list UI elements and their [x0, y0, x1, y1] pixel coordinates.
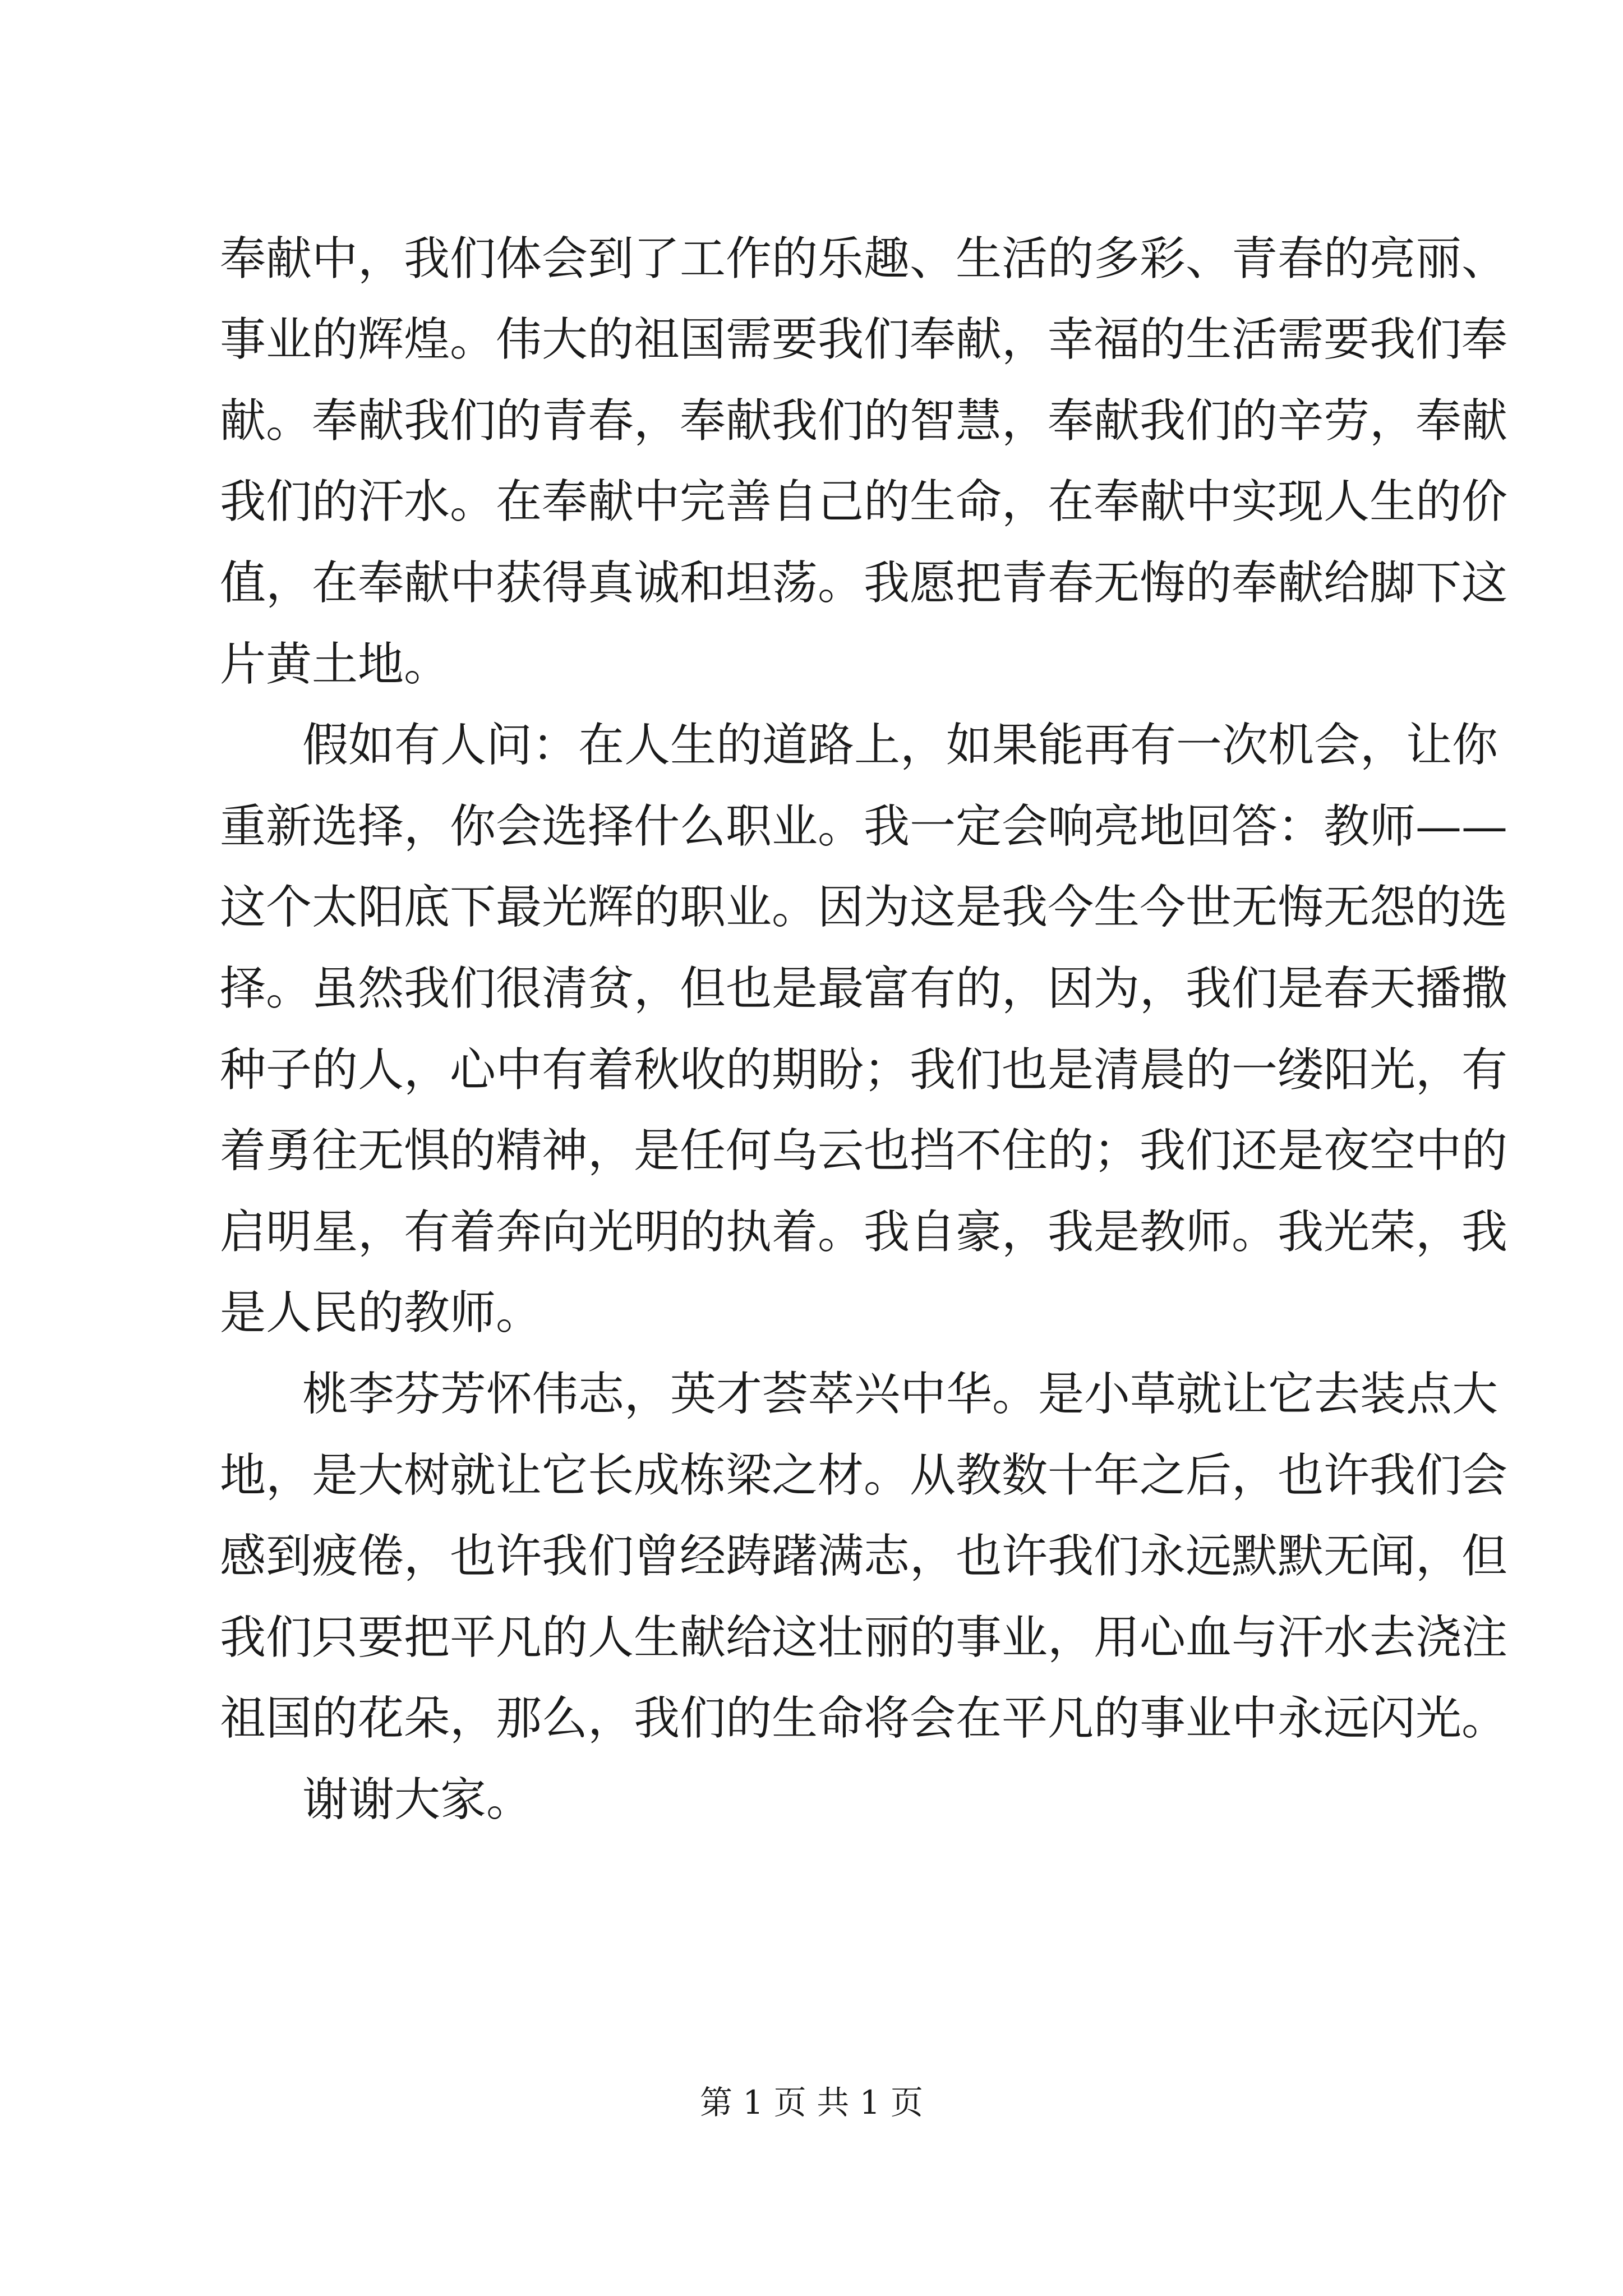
text-line-content: 我们只要把平凡的人生献给这壮丽的事业，用心血与汗水去浇注 — [220, 1611, 1508, 1664]
text-line — [0, 1517, 1623, 1596]
text-line — [0, 1030, 1623, 1110]
text-line-content: 值，在奉献中获得真诚和坦荡。我愿把青春无悔的奉献给脚下这 — [220, 556, 1508, 610]
text-line-content: 着勇往无惧的精神，是任何乌云也挡不住的；我们还是夜空中的 — [220, 1124, 1508, 1177]
text-line-content: 假如有人问：在人生的道路上，如果能再有一次机会，让你 — [302, 719, 1498, 772]
text-line — [0, 787, 1623, 867]
text-line — [0, 1436, 1623, 1516]
text-line-content: 是人民的教师。 — [220, 1286, 542, 1340]
text-line — [0, 381, 1623, 461]
text-line — [0, 1111, 1623, 1191]
text-line-content: 奉献中，我们体会到了工作的乐趣、生活的多彩、青春的亮丽、 — [220, 232, 1508, 286]
text-line — [0, 625, 1623, 705]
text-line-content: 启明星，有着奔向光明的执着。我自豪，我是教师。我光荣，我 — [220, 1205, 1508, 1259]
text-line — [0, 300, 1623, 380]
text-line — [0, 1598, 1623, 1678]
text-line-content: 献。奉献我们的青春，奉献我们的智慧，奉献我们的辛劳，奉献 — [220, 394, 1508, 448]
text-line — [0, 1760, 1623, 1840]
text-line-content: 这个太阳底下最光辉的职业。因为这是我今生今世无悔无怨的选 — [220, 881, 1508, 934]
text-line-content: 谢谢大家。 — [302, 1773, 533, 1826]
text-line-content: 事业的辉煌。伟大的祖国需要我们奉献，幸福的生活需要我们奉 — [220, 313, 1508, 366]
text-line — [0, 219, 1623, 299]
text-line — [0, 544, 1623, 623]
text-line — [0, 1193, 1623, 1272]
text-line-content: 重新选择，你会选择什么职业。我一定会响亮地回答：教师—— — [220, 800, 1508, 853]
text-line — [0, 462, 1623, 542]
text-line — [0, 868, 1623, 947]
page-footer: 第 1 页 共 1 页 — [700, 2083, 923, 2122]
text-line-content: 择。虽然我们很清贫，但也是最富有的，因为，我们是春天播撒 — [220, 962, 1508, 1015]
text-line — [0, 706, 1623, 785]
text-line-content: 感到疲倦，也许我们曾经踌躇满志，也许我们永远默默无闻，但 — [220, 1530, 1508, 1583]
text-line-content: 我们的汗水。在奉献中完善自己的生命，在奉献中实现人生的价 — [220, 475, 1508, 528]
text-line-content: 片黄土地。 — [220, 638, 450, 691]
text-line-content: 种子的人，心中有着秋收的期盼；我们也是清晨的一缕阳光，有 — [220, 1043, 1508, 1097]
text-line — [0, 1273, 1623, 1353]
text-line — [0, 1355, 1623, 1434]
text-line — [0, 1679, 1623, 1759]
text-line-content: 地，是大树就让它长成栋梁之材。从教数十年之后，也许我们会 — [220, 1449, 1508, 1502]
text-line-content: 桃李芬芳怀伟志，英才荟萃兴中华。是小草就让它去装点大 — [302, 1368, 1498, 1421]
text-line — [0, 949, 1623, 1029]
text-line-content: 祖国的花朵，那么，我们的生命将会在平凡的事业中永远闪光。 — [220, 1692, 1508, 1745]
